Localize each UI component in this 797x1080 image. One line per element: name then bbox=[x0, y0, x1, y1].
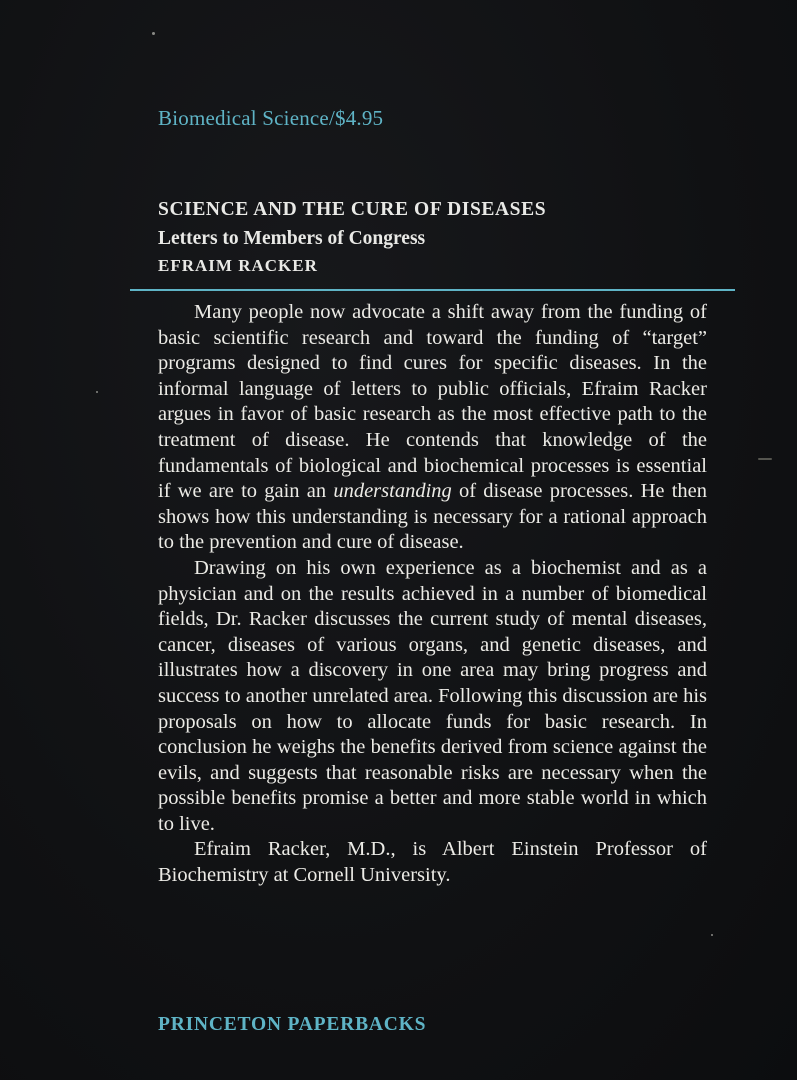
book-title: SCIENCE AND THE CURE OF DISEASES bbox=[158, 199, 547, 220]
print-speck bbox=[758, 458, 772, 460]
print-speck bbox=[96, 391, 98, 393]
blurb-text bbox=[158, 300, 707, 889]
publisher-imprint: PRINCETON PAPERBACKS bbox=[158, 1014, 427, 1035]
category-price-label: Biomedical Science/$4.95 bbox=[158, 106, 384, 130]
blurb-italic-term: understanding bbox=[333, 480, 452, 503]
blurb-paragraph-2: Drawing on his own experience as a biochemist and as a physician and on the results achieved in a number of biomedical fields, Dr. Racker discusses the current study of mental diseases, cancer, diseases of various organs, and genetic diseases, and illustrates how a discovery in one area may bring progress and success to another unrelated area. Following this discussion are his proposals on how to allocate funds for basic research. In conclusion he weighs the benefits derived from science against the evils, and suggests that reasonable risks are necessary when the possible benefits promise a better and more stable world in which to live. bbox=[158, 556, 707, 835]
book-subtitle: Letters to Members of Congress bbox=[158, 228, 426, 249]
divider-rule bbox=[130, 289, 735, 291]
print-speck bbox=[711, 934, 713, 936]
blurb-paragraph-1 bbox=[158, 300, 707, 556]
book-author: EFRAIM RACKER bbox=[158, 256, 318, 275]
author-bio: Efraim Racker, M.D., is Albert Einstein Professor of Biochemistry at Cornell University. bbox=[158, 838, 707, 887]
print-speck bbox=[152, 32, 155, 35]
blurb-paragraph-1-end: of disease processes. He then shows how this understanding is necessary for a rational approach to the prevention and cure of disease. bbox=[158, 480, 708, 554]
blurb-paragraph-1-start: Many people now advocate a shift away from the funding of basic scientific research and toward the funding of “target” programs designed to find cures for specific diseases. In the informal language of letters to public officials, Efraim Racker argues in favor of basic research as the most effective path to the treatment of disease. He contends that knowledge of the fundamentals of biological and biochemical processes is essential if we are to gain an bbox=[158, 301, 707, 503]
